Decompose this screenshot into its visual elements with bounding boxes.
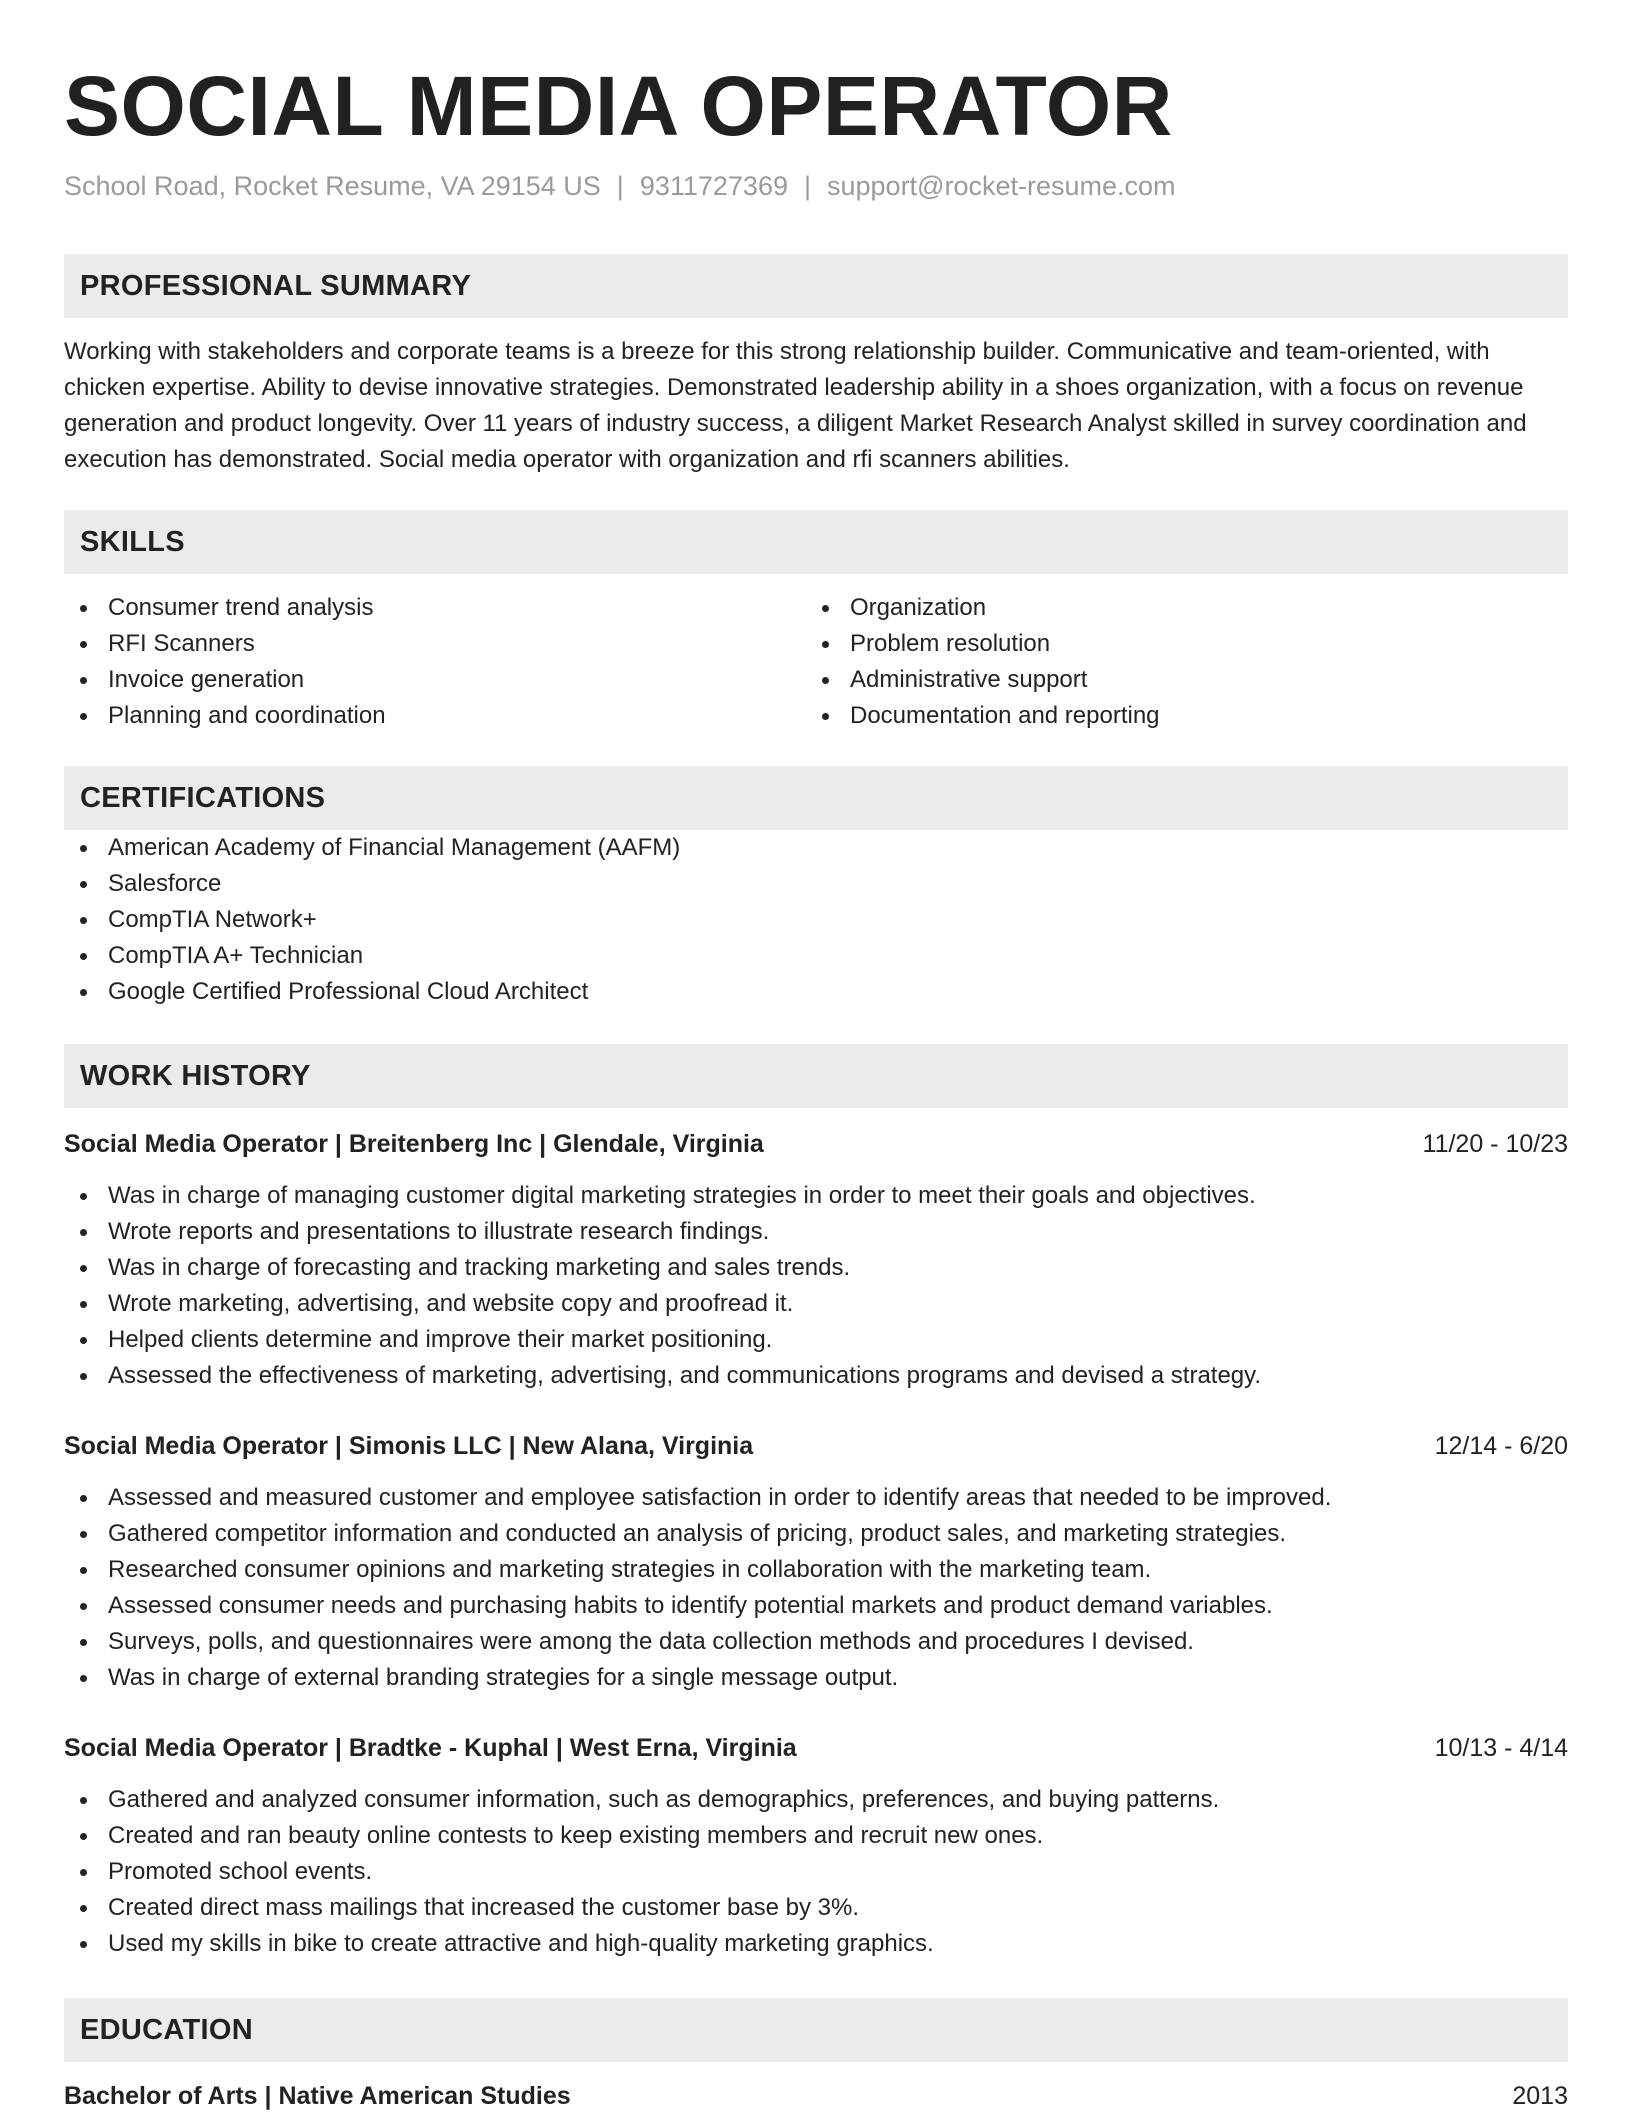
skills-list-right — [806, 590, 1548, 734]
skill-item: Documentation and reporting — [806, 698, 1548, 734]
skill-item: Invoice generation — [64, 662, 806, 698]
job-bullet: Used my skills in bike to create attractive and high-quality marketing graphics. — [64, 1926, 1568, 1962]
job-bullet: Was in charge of forecasting and tracking marketing and sales trends. — [64, 1250, 1568, 1286]
education-year: 2013 — [1512, 2082, 1568, 2110]
skill-item: Planning and coordination — [64, 698, 806, 734]
job-dates: 10/13 - 4/14 — [1434, 1734, 1568, 1762]
job-bullet: Surveys, polls, and questionnaires were among the data collection methods and procedures I devised. — [64, 1624, 1568, 1660]
job-title: Social Media Operator | Simonis LLC | New Alana, Virginia — [64, 1432, 754, 1460]
summary-text: Working with stakeholders and corporate teams is a breeze for this strong relationship builder. Communicative and team-oriented, with chicken expertise. Ability to devise innovative strategies. Demonstrated leadership ability in a shoes organization, with a focus on revenue generation and product longevity. Over 11 years of industry success, a diligent Market Research Analyst skilled in survey coordination and execution has demonstrated. Social media operator with organization and rfi scanners abilities. — [64, 338, 1527, 473]
skill-item: Problem resolution — [806, 626, 1548, 662]
skill-item: Organization — [806, 590, 1548, 626]
job-bullets — [64, 1782, 1568, 1962]
skill-item: Consumer trend analysis — [64, 590, 806, 626]
job-bullet: Created and ran beauty online contests to keep existing members and recruit new ones. — [64, 1818, 1568, 1854]
section-header-summary: PROFESSIONAL SUMMARY — [64, 254, 1568, 318]
section-header-skills: SKILLS — [64, 510, 1568, 574]
job-bullets — [64, 1480, 1568, 1696]
section-header-education: EDUCATION — [64, 1998, 1568, 2062]
job-entry — [64, 1428, 1568, 1696]
skill-item: Administrative support — [806, 662, 1548, 698]
job-bullet: Promoted school events. — [64, 1854, 1568, 1890]
job-entry — [64, 1730, 1568, 1962]
certification-item: American Academy of Financial Management (AAFM) — [64, 830, 1568, 866]
skill-item: RFI Scanners — [64, 626, 806, 662]
job-bullet: Assessed consumer needs and purchasing habits to identify potential markets and product demand variables. — [64, 1588, 1568, 1624]
job-dates: 12/14 - 6/20 — [1434, 1432, 1568, 1460]
contact-line — [64, 168, 1568, 204]
contact-separator: | — [803, 171, 811, 201]
job-bullet: Researched consumer opinions and marketing strategies in collaboration with the marketing team. — [64, 1552, 1568, 1588]
skills-grid — [64, 590, 1568, 734]
skills-list-left — [64, 590, 806, 734]
job-bullet: Wrote marketing, advertising, and website copy and proofread it. — [64, 1286, 1568, 1322]
job-bullet: Created direct mass mailings that increased the customer base by 3%. — [64, 1890, 1568, 1926]
section-header-work-history: WORK HISTORY — [64, 1044, 1568, 1108]
job-dates: 11/20 - 10/23 — [1422, 1130, 1568, 1158]
contact-separator: | — [616, 171, 624, 201]
certifications-list — [64, 830, 1568, 1010]
job-bullet: Wrote reports and presentations to illustrate research findings. — [64, 1214, 1568, 1250]
candidate-name: SOCIAL MEDIA OPERATOR — [64, 59, 1173, 153]
job-bullet: Helped clients determine and improve their market positioning. — [64, 1322, 1568, 1358]
job-bullet: Was in charge of external branding strategies for a single message output. — [64, 1660, 1568, 1696]
certification-item: CompTIA A+ Technician — [64, 938, 1568, 974]
education-entry — [64, 2078, 1568, 2114]
job-header — [64, 1730, 1568, 1766]
job-bullets — [64, 1178, 1568, 1394]
job-title: Social Media Operator | Breitenberg Inc | Glendale, Virginia — [64, 1130, 764, 1158]
job-bullet: Assessed the effectiveness of marketing, advertising, and communications programs and devised a strategy. — [64, 1358, 1568, 1394]
section-header-certifications: CERTIFICATIONS — [64, 766, 1568, 830]
job-entry — [64, 1126, 1568, 1394]
job-header — [64, 1428, 1568, 1464]
job-bullet: Gathered competitor information and conducted an analysis of pricing, product sales, and marketing strategies. — [64, 1516, 1568, 1552]
contact-address: School Road, Rocket Resume, VA 29154 US — [64, 171, 601, 201]
job-bullet: Was in charge of managing customer digital marketing strategies in order to meet their goals and objectives. — [64, 1178, 1568, 1214]
resume-page — [64, 0, 1568, 2114]
certification-item: CompTIA Network+ — [64, 902, 1568, 938]
job-title: Social Media Operator | Bradtke - Kuphal | West Erna, Virginia — [64, 1734, 797, 1762]
education-title: Bachelor of Arts | Native American Studies — [64, 2082, 571, 2110]
contact-phone: 9311727369 — [639, 171, 788, 201]
job-bullet: Assessed and measured customer and employee satisfaction in order to identify areas that needed to be improved. — [64, 1480, 1568, 1516]
job-bullet: Gathered and analyzed consumer information, such as demographics, preferences, and buying patterns. — [64, 1782, 1568, 1818]
job-header — [64, 1126, 1568, 1162]
certification-item: Salesforce — [64, 866, 1568, 902]
contact-email: support@rocket-resume.com — [827, 171, 1176, 201]
certification-item: Google Certified Professional Cloud Architect — [64, 974, 1568, 1010]
